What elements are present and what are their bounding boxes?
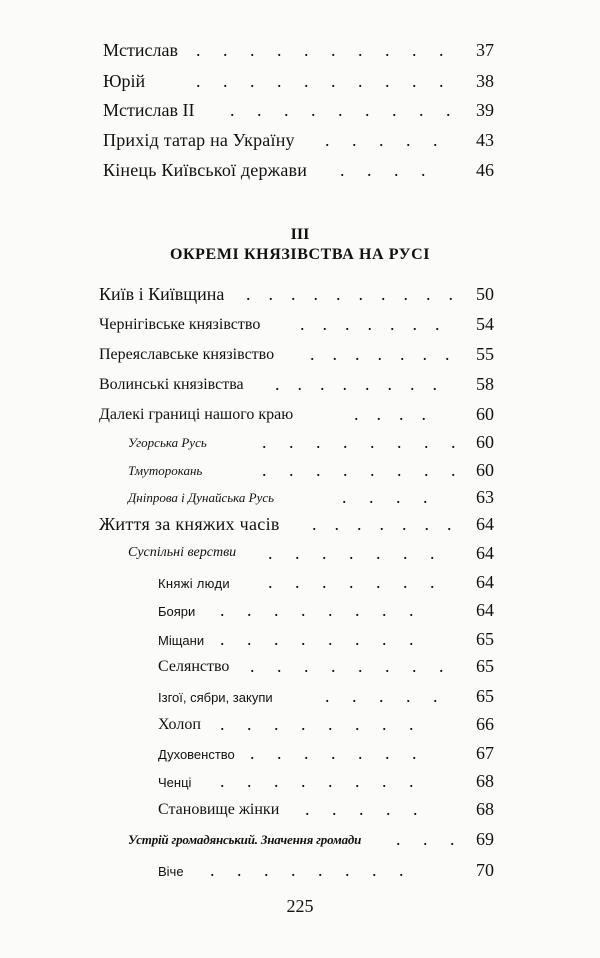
toc-leader-dots: . . . . [342,487,428,507]
toc-entry-page: 37 [476,40,494,60]
toc-entry [0,160,600,188]
toc-leader-dots: . . . . . . . . [220,600,414,620]
toc-entry [0,543,600,571]
toc-entry-title: Далекі границі нашого краю [99,406,294,423]
toc-entry-page: 69 [476,829,494,849]
toc-entry [0,799,600,827]
toc-leader-dots: . . . . . . . . [262,460,456,480]
toc-entry [0,771,600,799]
toc-entry-title: Тмуторокань [128,463,203,478]
toc-entry-title: Холоп [158,716,201,733]
toc-entry [0,100,600,128]
toc-entry-page: 64 [476,514,494,534]
toc-leader-dots: . . . . . . . . [220,629,414,649]
toc-entry-page: 46 [476,160,494,180]
toc-entry-title: Бояри [158,604,196,619]
toc-entry [0,284,600,312]
toc-entry-page: 60 [476,460,494,480]
toc-entry-page: 70 [476,860,494,880]
toc-entry [0,374,600,402]
toc-entry-page: 38 [476,71,494,91]
toc-entry-title: Життя за княжих часів [99,514,280,534]
toc-entry-title: Київ і Київщина [99,284,225,304]
toc-leader-dots: . . . . . . . . . [230,100,451,120]
section-title: ОКРЕМІ КНЯЗІВСТВА НА РУСІ [169,246,431,263]
toc-leader-dots: . . . . . . . . . . [246,284,453,304]
toc-leader-dots: . . . . . . . . [275,374,437,394]
toc-entry [0,460,600,488]
toc-entry-title: Волинські князівства [99,376,244,393]
toc-leader-dots: . . . . . . . . [250,656,444,676]
toc-entry-title: Юрій [103,71,146,91]
toc-entry-page: 65 [476,686,494,706]
toc-entry-page: 64 [476,572,494,592]
toc-entry-page: 65 [476,656,494,676]
toc-leader-dots: . . . . [354,404,426,424]
toc-entry [0,487,600,515]
toc-entry-page: 60 [476,432,494,452]
toc-entry [0,743,600,771]
toc-entry-page: 55 [476,344,494,364]
toc-entry-title: Мстислав [103,40,178,60]
toc-entry [0,714,600,742]
toc-entry [0,629,600,657]
toc-entry [0,860,600,888]
toc-entry-title: Становище жінки [158,801,280,818]
toc-entry [0,40,600,68]
toc-entry-page: 60 [476,404,494,424]
toc-leader-dots: . . . . . . . [250,743,417,763]
toc-entry-title: Княжі люди [158,576,230,591]
toc-entry-page: 43 [476,130,494,150]
toc-entry-page: 50 [476,284,494,304]
toc-entry [0,130,600,158]
toc-entry-page: 68 [476,771,494,791]
toc-entry [0,432,600,460]
toc-leader-dots: . . . [396,829,455,849]
toc-entry-title: Суспільні верстви [128,545,237,560]
toc-entry-title: Угорська Русь [128,435,207,450]
toc-leader-dots: . . . . . . . . [220,714,414,734]
toc-entry-title: Устрій громадянський. Значення громади [128,832,362,847]
toc-entry-page: 66 [476,714,494,734]
toc-leader-dots: . . . . . [325,686,438,706]
toc-entry [0,686,600,714]
toc-entry-title: Переяславське князівство [99,346,275,363]
toc-entry-title: Дніпрова і Дунайська Русь [128,490,275,505]
toc-entry-page: 67 [476,743,494,763]
toc-leader-dots: . . . . . . . . [262,432,456,452]
toc-entry-page: 64 [476,600,494,620]
toc-leader-dots: . . . . . . . [312,514,452,534]
toc-entry-title: Прихід татар на Україну [103,130,295,150]
toc-leader-dots: . . . . . . . [268,543,435,563]
toc-leader-dots: . . . . . . . [300,314,440,334]
toc-leader-dots: . . . . . . . . . . [196,71,444,91]
toc-entry-title: Чернігівське князівство [99,316,261,333]
toc-entry-title: Ізгої, сябри, закупи [158,690,273,705]
toc-entry-page: 65 [476,629,494,649]
toc-entry-page: 39 [476,100,494,120]
toc-entry-page: 63 [476,487,494,507]
toc-leader-dots: . . . . . . . [310,344,450,364]
toc-entry [0,600,600,628]
toc-leader-dots: . . . . . [325,130,438,150]
toc-entry-title: Міщани [158,633,205,648]
toc-entry-page: 54 [476,314,494,334]
toc-entry-title: Віче [158,864,184,879]
section-number: III [290,226,310,243]
toc-entry-page: 58 [476,374,494,394]
toc-entry-title: Кінець Київської держави [103,160,308,180]
toc-entry [0,829,600,857]
toc-entry [0,656,600,684]
page-number: 225 [286,896,314,916]
toc-leader-dots: . . . . . . . . . . [196,40,444,60]
toc-entry [0,71,600,99]
toc-entry [0,572,600,600]
toc-entry-page: 68 [476,799,494,819]
toc-leader-dots: . . . . . . . [268,572,435,592]
toc-entry [0,404,600,432]
toc-entry [0,514,600,542]
toc-entry-title: Мстислав II [103,100,195,120]
toc-entry [0,344,600,372]
toc-entry-page: 64 [476,543,494,563]
toc-leader-dots: . . . . [340,160,426,180]
toc-leader-dots: . . . . . . . . [220,771,414,791]
toc-leader-dots: . . . . . [305,799,418,819]
toc-entry-title: Духовенство [158,747,235,762]
toc-entry-title: Ченці [158,775,192,790]
toc-entry [0,314,600,342]
toc-entry-title: Селянство [158,658,230,675]
toc-leader-dots: . . . . . . . . [210,860,404,880]
